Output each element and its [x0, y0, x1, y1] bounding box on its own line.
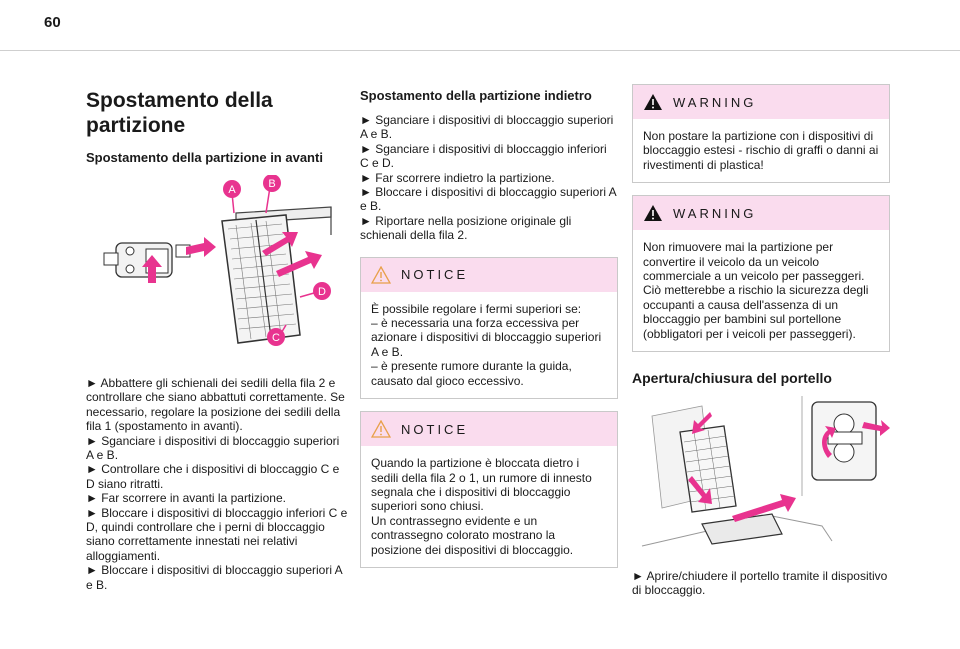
- label-B: [263, 175, 281, 192]
- notice1-line-2: – è necessaria una forza eccessiva per azionare i dispositivi di bloccaggio superiori A e B.: [371, 316, 602, 359]
- instruction-5: ► Bloccare i dispositivi di bloccaggio inferiori C e D, quindi controllare che i perni di bloccaggio siano correttamente innestati nei relativi alloggiamenti.: [86, 505, 348, 563]
- notice2-line-2: Un contrassegno evidente e un contrassegno colorato mostrano la posizione dei dispositivi di bloccaggio.: [371, 513, 574, 557]
- page-number: 60: [44, 14, 61, 31]
- label-D-text: D: [318, 286, 326, 298]
- back-instruction-4: ► Bloccare i dispositivi di bloccaggio superiori A e B.: [360, 185, 617, 214]
- hatch-figure: [632, 396, 890, 561]
- column-left: [86, 60, 348, 592]
- label-C-text: C: [272, 332, 280, 344]
- instruction-6: ► Bloccare i dispositivi di bloccaggio superiori A e B.: [86, 563, 343, 592]
- warning-icon: [643, 93, 663, 111]
- warning-title-2: WARNING: [673, 205, 757, 221]
- warning-box-2: [632, 195, 890, 352]
- subsection-title-hatch: Apertura/chiusura del portello: [632, 370, 832, 387]
- partition-illustration: [86, 175, 348, 355]
- column-middle: [360, 88, 618, 580]
- notice1-line-3: – è presente rumore durante la guida, causato dal gioco eccessivo.: [371, 359, 572, 388]
- subsection-title-backward: Spostamento della partizione indietro: [360, 88, 592, 103]
- warning-title-1: WARNING: [673, 94, 757, 110]
- back-instruction-5: ► Riportare nella posizione originale gli schienali della fila 2.: [360, 213, 572, 243]
- notice-title-2: NOTICE: [401, 421, 469, 437]
- notice1-line-1: È possibile regolare i fermi superiori se:: [371, 301, 582, 316]
- header-divider: [0, 50, 960, 51]
- warning-icon: [643, 204, 663, 222]
- subsection-title-forward: Spostamento della partizione in avanti: [86, 150, 323, 165]
- warning-box-1: [632, 84, 890, 183]
- instruction-1: ► Abbattere gli schienali dei sedili della fila 2 e controllare che siano abbattuti correttamente. Se necessario, regolare la posizione dei sedili della fila 1 (spostamento in avanti).: [86, 376, 345, 434]
- notice2-line-1: Quando la partizione è bloccata dietro i sedili della fila 2 o 1, un rumore di innesto segnala che i dispositivi di bloccaggio superiori sono chiusi.: [371, 456, 592, 514]
- notice-box-2: [360, 411, 618, 568]
- notice-title-1: NOTICE: [401, 267, 469, 283]
- instruction-2: ► Sganciare i dispositivi di bloccaggio superiori A e B.: [86, 433, 340, 463]
- label-D: [313, 282, 331, 300]
- hatch-illustration: [632, 396, 890, 556]
- label-C: [267, 328, 285, 346]
- back-instruction-2: ► Sganciare i dispositivi di bloccaggio inferiori C e D.: [360, 141, 607, 171]
- instruction-3: ► Controllare che i dispositivi di bloccaggio C e D siano ritratti.: [86, 462, 340, 491]
- hatch-instruction: ► Aprire/chiudere il portello tramite il dispositivo di bloccaggio.: [632, 569, 888, 598]
- instruction-4: ► Far scorrere in avanti la partizione.: [86, 491, 286, 506]
- notice-icon: [371, 420, 391, 438]
- back-instruction-3: ► Far scorrere indietro la partizione.: [360, 170, 555, 185]
- label-A-text: A: [228, 184, 236, 196]
- notice-icon: [371, 266, 391, 284]
- warning1-text: Non postare la partizione con i dispositivi di bloccaggio estesi - rischio di graffi o danni ai rivestimenti di plastica!: [643, 129, 879, 172]
- back-instruction-1: ► Sganciare i dispositivi di bloccaggio superiori A e B.: [360, 113, 614, 142]
- section-title: Spostamento della partizione: [86, 89, 273, 137]
- label-A: [223, 180, 241, 198]
- notice-box-1: [360, 257, 618, 399]
- partition-forward-figure: [86, 175, 348, 360]
- label-B-text: B: [268, 178, 276, 190]
- warning2-text: Non rimuovere mai la partizione per convertire il veicolo da un veicolo commerciale a un veicolo per passeggeri. Ciò metterebbe a rischio la sicurezza degli occupanti a causa dell'assenza di un bloccaggio per bambini sul portellone (obbligatori per i veicoli per passeggeri).: [643, 240, 869, 341]
- column-right: [632, 84, 890, 598]
